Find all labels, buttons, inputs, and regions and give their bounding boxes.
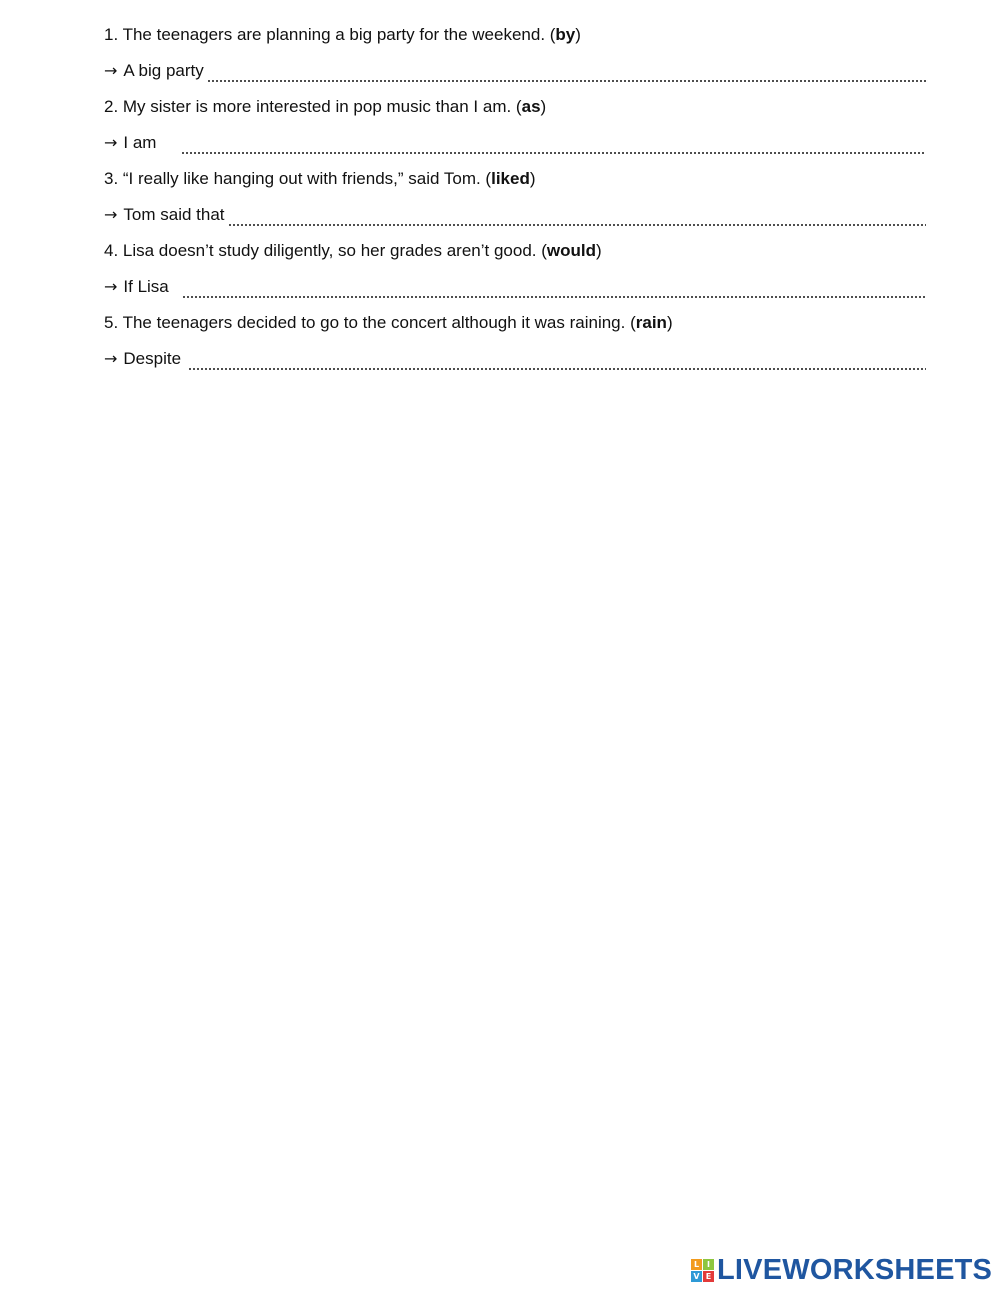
answer-prefix-1: A big party [123, 61, 204, 80]
answer-row-3 [104, 200, 926, 236]
keyword-5: rain [635, 313, 667, 332]
arrow-right-icon: → [104, 205, 118, 224]
question-2: 2. My sister is more interested in pop music than I am. ( as ) [104, 92, 926, 128]
answer-row-2 [104, 128, 926, 164]
answer-prefix-3: Tom said that [123, 205, 225, 224]
answer-blank-2[interactable] [181, 152, 926, 154]
logo-tile-e: E [703, 1271, 714, 1282]
answer-blank-5[interactable] [188, 368, 926, 370]
answer-prefix-5: Despite [123, 349, 182, 368]
logo-tile-v: V [691, 1271, 702, 1282]
answer-blank-3[interactable] [228, 224, 926, 226]
answer-blank-1[interactable] [207, 80, 926, 82]
answer-prefix-4: If Lisa [123, 277, 169, 296]
question-3: 3. “I really like hanging out with friends,” said Tom. ( liked ) [104, 164, 926, 200]
arrow-right-icon: → [104, 277, 118, 296]
answer-blank-4[interactable] [182, 296, 926, 298]
question-5: 5. The teenagers decided to go to the concert although it was raining. ( rain ) [104, 308, 926, 344]
answer-prefix-2: I am [123, 133, 157, 152]
arrow-right-icon: → [104, 133, 118, 152]
keyword-1: by [555, 25, 576, 44]
logo-tile-i: I [703, 1259, 714, 1270]
arrow-right-icon: → [104, 349, 118, 368]
keyword-4: would [546, 241, 596, 260]
arrow-right-icon: → [104, 61, 118, 80]
keyword-3: liked [491, 169, 530, 188]
live-logo-icon [691, 1259, 714, 1282]
keyword-2: as [521, 97, 541, 116]
brand-name: LIVEWORKSHEETS [717, 1254, 993, 1286]
question-4: 4. Lisa doesn’t study diligently, so her grades aren’t good. ( would ) [104, 236, 926, 272]
question-1: 1. The teenagers are planning a big party for the weekend. ( by ) [104, 20, 926, 56]
answer-row-5 [104, 344, 926, 380]
liveworksheets-logo [691, 1255, 992, 1285]
answer-row-1 [104, 56, 926, 92]
worksheet [104, 20, 926, 380]
logo-tile-l: L [691, 1259, 702, 1270]
answer-row-4 [104, 272, 926, 308]
